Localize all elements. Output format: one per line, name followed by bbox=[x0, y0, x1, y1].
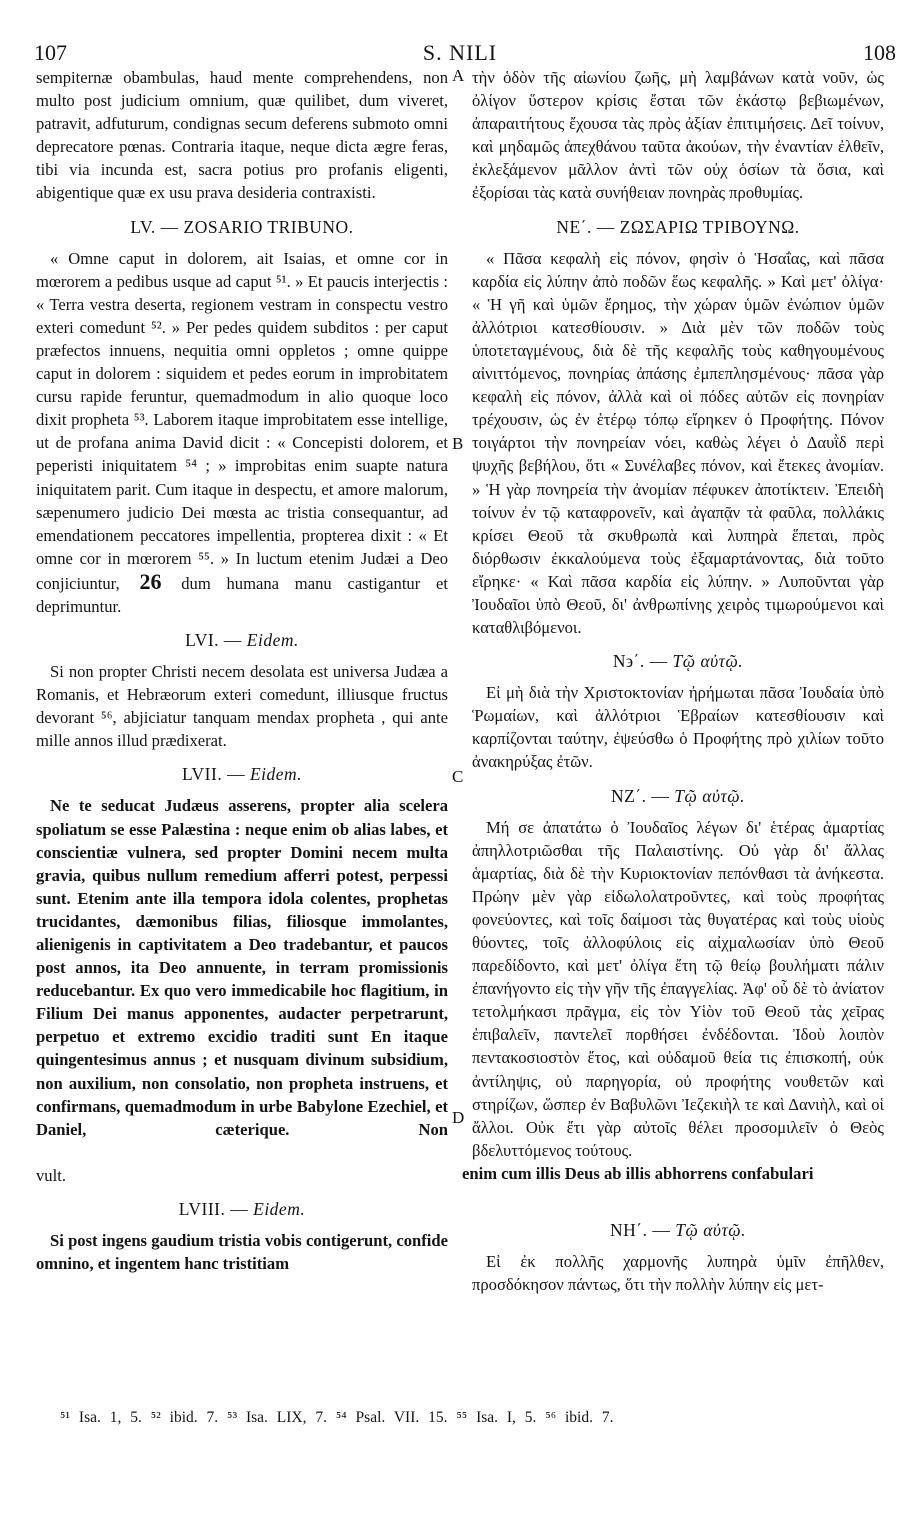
section-heading-nh-greek: ΝΗ΄. — Τῷ αὐτῷ. bbox=[610, 1220, 746, 1241]
page-number-left: 107 bbox=[34, 40, 67, 65]
latin-lv-paragraph bbox=[36, 247, 448, 619]
footnote-51: ⁵¹ Isa. 1, 5. bbox=[60, 1409, 142, 1426]
latin-column bbox=[36, 66, 448, 1275]
margin-letter-c: C bbox=[452, 767, 464, 786]
greek-nz-paragraph: Μή σε ἀπατάτω ὁ Ἰουδαῖος λέγων δι' ἑτέρας ἁμαρτίας ἀπηλλοτριῶσθαι τῆς Παλαιστίνης. Οὐ γὰρ δι' ἄλλας ἁμαρτίας, διὰ δὲ τὴν Κυριοκτονίαν πεπόνθασι τὰ ἀνήκεστα. Πρώην μὲν γὰρ εἰδωλολατροῦντες, καὶ τοὺς προφήτας φονεύοντες, καὶ τοῖς δαίμοσι τὰς θυγατέρας καὶ τοὺς υἱοὺς θύοντες, τοῖς ἀλλοφύλοις εἰς αἰχμαλωσίαν ὑπὸ Θεοῦ παρεδίδοντο, καὶ μετ' ὀλίγα ἔτη τῷ θείῳ βουλήματι πάλιν ἐπανήγοντο εἰς τὴν γῆν τῆς ἐπαγγελίας. Ἀφ' οὗ δὲ τὸ ἀνίατον τετολμήκασι πρᾶγμα, εἰς τὸν Υἱὸν τοῦ Θεοῦ τὰς χεῖρας ἐπιβαλεῖν, παντελεῖ πορθήσει ἐνδέδονται. Ἰδοὺ λοιπὸν πεντακοσιοστὸν ἔτος, καὶ οὐδαμοῦ θεία τις ἐπισκοπή, οὐκ ἀντίληψις, οὐ παρηγορία, οὐ προφήτης νουθετῶν καὶ στηρίζων, ὥσπερ ἐν Βαβυλῶνι Ἰεζεκιὴλ τε καὶ Δανιὴλ, καὶ οἱ ἄλλοι. Οὐκ ἔτι γὰρ αὐτοῖς θέλει προσομιλεῖν ὁ Θεὸς βδελυττόμενος τούτους. bbox=[472, 817, 884, 1160]
latin-lviii-paragraph: Si post ingens gaudium tristia vobis contigerunt, confide omnino, et ingentem hanc tristitiam bbox=[36, 1230, 448, 1274]
footnote-52: ⁵² ibid. 7. bbox=[150, 1409, 219, 1426]
column-number-26: 26 bbox=[139, 568, 162, 594]
section-heading-nz-greek: ΝΖ΄. — Τῷ αὐτῷ. bbox=[611, 785, 745, 806]
footnote-53: ⁵³ Isa. LIX, 7. bbox=[227, 1409, 327, 1426]
section-heading-lvi-latin: LVI. — Eidem. bbox=[185, 630, 299, 651]
section-heading-lviii-latin: LVIII. — Eidem. bbox=[178, 1198, 306, 1219]
greek-ne-paragraph: « Πᾶσα κεφαλὴ εἰς πόνον, φησὶν ὁ Ἡσαΐας, καὶ πᾶσα καρδία εἰς λύπην ἀπὸ ποδῶν ἕως κεφαλῆς. » Καὶ μετ' ὀλίγα· « Ἡ γῆ καὶ ὑμῶν ἔρημος, τὴν χώραν ὑμῶν ἐνώπιον ὑμῶν ἀλλότριοι κατεσθίουσιν. » Διὰ μὲν τῶν ποδῶν τοὺς ὑποτεταγμένους, διὰ δὲ τῆς κεφαλῆς τοὺς καθηγουμένους αἰνιττόμενος, πονηρίας ἀπάσης ἐμπεπλησμένους· πᾶσα γὰρ κεφαλὴ εἰς πόνον, ἀλλὰ καὶ οἱ πόδες αὐτῶν εἰς πονηρίαν τρέχουσιν, ὡς ἐν ἑτέρῳ τόπῳ εἴρηκεν ὁ Προφήτης. Πόνον τοιγάρτοι τὴν πονηρείαν νόει, καθὼς λέγει ὁ Δαυῒδ περὶ ψυχῆς βεβήλου, ὅτι « Συνέλαβες πόνον, καὶ ἔτεκες ἀνομίαν. » Ἡ γὰρ πονηρεία τὴν ἀνομίαν πέφυκεν ἀποτίκτειν. Ἐπειδὴ τοίνυν ἐν τῷ καταφρονεῖν, καὶ ἀγαπᾷν τὰ φαῦλα, πολλάκις κρίσει Θεοῦ τὰ σκυθρωπὰ καὶ λυπηρὰ ἕπεται, πρὸς διόρθωσιν ἐκκαλούμενα τοὺς ἐξαμαρτάνοντας, διὰ τοῦτο εἴρηκε· « Καὶ πᾶσα καρδία εἰς λύπην. » Λυποῦνται γὰρ Ἰουδαῖοι ὑπὸ Θεοῦ, δι' ἀνθρωπίνης χειρὸς τιμωρούμενοι καὶ καταθλιβόμενοι. bbox=[472, 248, 884, 638]
latin-lvii-tail: vult. bbox=[36, 1165, 66, 1185]
greek-column bbox=[462, 66, 884, 1296]
section-heading-ns-greek: Ν϶΄. — Τῷ αὐτῷ. bbox=[612, 651, 744, 672]
latin-lvi-paragraph: Si non propter Christi necem desolata est universa Judæa a Romanis, et Hebræorum exteri comedunt, illiusque fructus devorant ⁵⁶, abjiciatur tanquam mendax propheta , qui ante mille annos illud prædixerat. bbox=[36, 662, 448, 751]
latin-lvii-continuation: enim cum illis Deus ab illis abhorrens confabulari bbox=[462, 1163, 814, 1183]
page-header bbox=[24, 40, 896, 64]
margin-letter-a: A bbox=[452, 66, 465, 85]
latin-intro-paragraph: sempiternæ obambulas, haud mente comprehendens, non multo post judicium omnium, quæ quilibet, dum viveret, patravit, adfuturum, condignas secum deferens submoto omni deprecatore pœnas. Contraria itaque, neque dicta ægre feras, tibi via incunda est, sacra potius pro profanis eligenti, abigentique quæ ex usu prava desideria contraxisti. bbox=[36, 68, 448, 203]
latin-lv-text-a: « Omne caput in dolorem, ait Isaias, et omne cor in mœrorem a pedibus usque ad caput ⁵¹. » Et paucis interjectis : « Terra vestra deserta, regionem vestram in conspectu vestro exteri comedunt ⁵². » Per pedes quidem subditos : per caput præfectos innuens, nequitia omni oppletos ; omne quippe caput in dolorem : siquidem et pedes eorum in improbitatem cursu rapide feruntur, quemadmodum in alio quoque loco dixit propheta ⁵³. Laborem itaque improbitatem esse intellige, ut de profana anima David dicit : « Concepisti dolorem, et peperisti iniquitatem ⁵⁴ ; » improbitas enim suapte natura iniquitatem parit. Cum itaque in despectu, et amore malorum, sæpenumero judicio Dei mœsta ac tristia consequantur, ad emendationem peccatores impellentia, propterea dixit : « Et omne cor in mœrorem ⁵⁵. » In luctum etenim Judæi a Deo conjiciuntur, bbox=[36, 248, 448, 593]
latin-lvii-paragraph: Ne te seducat Judæus asserens, propter alia scelera spoliatum se esse Palæstina : neque enim ob alias labes, et conscientiæ vulnera, sed propter Domini necem multa gravia, quibus nullum remedium afferri potest, perpessi sunt. Etenim ante illa tempora idola colentes, prophetas trucidantes, dæmonibus filias, filiosque immolantes, alienigenis in captivitatem a Deo tradebantur, et paucos post annos, ita Deo annuente, in terram promissionis reducebantur. Ex quo vero immedicabile hoc flagitium, in Filium Dei manus apponentes, audacter perpetrarunt, perpetuo et extremo excidio traditi sunt En itaque quingentesimus annus ; et nusquam divinum subsidium, non auxilium, non consolatio, non propheta instruens, et confirmans, quemadmodum in urbe Babylone Ezechiel, et Daniel, cæterique. Non bbox=[36, 796, 448, 1139]
section-heading-lv-latin: LV. — ZOSARIO TRIBUNO. bbox=[130, 216, 354, 237]
latin-lv-text-b: dum humana manu castigantur et deprimuntur. bbox=[36, 573, 448, 616]
footnote-54: ⁵⁴ Psal. VII. 15. bbox=[335, 1409, 448, 1426]
greek-intro-paragraph: τὴν ὁδὸν τῆς αἰωνίου ζωῆς, μὴ λαμβάνων κατὰ νοῦν, ὡς ὀλίγον ὕστερον κρίσις ἔσται τῶν ἑκάστῳ βεβιωμένων, ἀπαραιτήτους ἔχουσα τὰς πρὸς ἀξίαν ἐπιτιμήσεις. Δεῖ τοίνυν, καὶ μηδαμῶς ἀπεχθάνου ταῦτα ἀκούων, τὴν ἐναντίαν ἐλθεῖν, ἐκλεξάμενον μᾶλλον ἀντὶ τῶν οὐχ ὁσίων τὰ ὅσια, καὶ ἐξορίσαι τὰς κατὰ συνήθειαν πονηρὰς προθυμίας. bbox=[472, 68, 884, 203]
margin-letter-b: B bbox=[452, 434, 464, 453]
footnote-55: ⁵⁵ Isa. I, 5. bbox=[456, 1409, 537, 1426]
margin-letter-d: D bbox=[452, 1108, 465, 1127]
section-heading-lvii-latin: LVII. — Eidem. bbox=[181, 764, 303, 785]
running-title: S. NILI bbox=[422, 40, 498, 65]
page-number-right: 108 bbox=[863, 40, 896, 65]
greek-ns-paragraph: Εἰ μὴ διὰ τὴν Χριστοκτονίαν ἠρήμωται πᾶσα Ἰουδαία ὑπὸ Ῥωμαίων, καὶ ἀλλότριοι Ἑβραίων κατεσθίουσιν καὶ καρπίζονται ταύτην, ἐψεύσθω ὁ Προφήτης πρὸ χιλίων τοῦτο ἀνακηρύξας ἐτῶν. bbox=[472, 683, 884, 772]
greek-nh-paragraph: Εἰ ἐκ πολλῆς χαρμονῆς λυπηρὰ ὑμῖν ἐπῆλθεν, προσδόκησον πάντως, ὅτι τὴν πολλὴν λύπην εἰς μετ- bbox=[472, 1252, 884, 1295]
section-heading-ne-greek: ΝΕ΄. — ΖΩΣΑΡΙΩ ΤΡΙΒΟΥΝΩ. bbox=[556, 216, 800, 237]
footnotes bbox=[60, 1409, 880, 1427]
footnote-56: ⁵⁶ ibid. 7. bbox=[545, 1409, 614, 1426]
